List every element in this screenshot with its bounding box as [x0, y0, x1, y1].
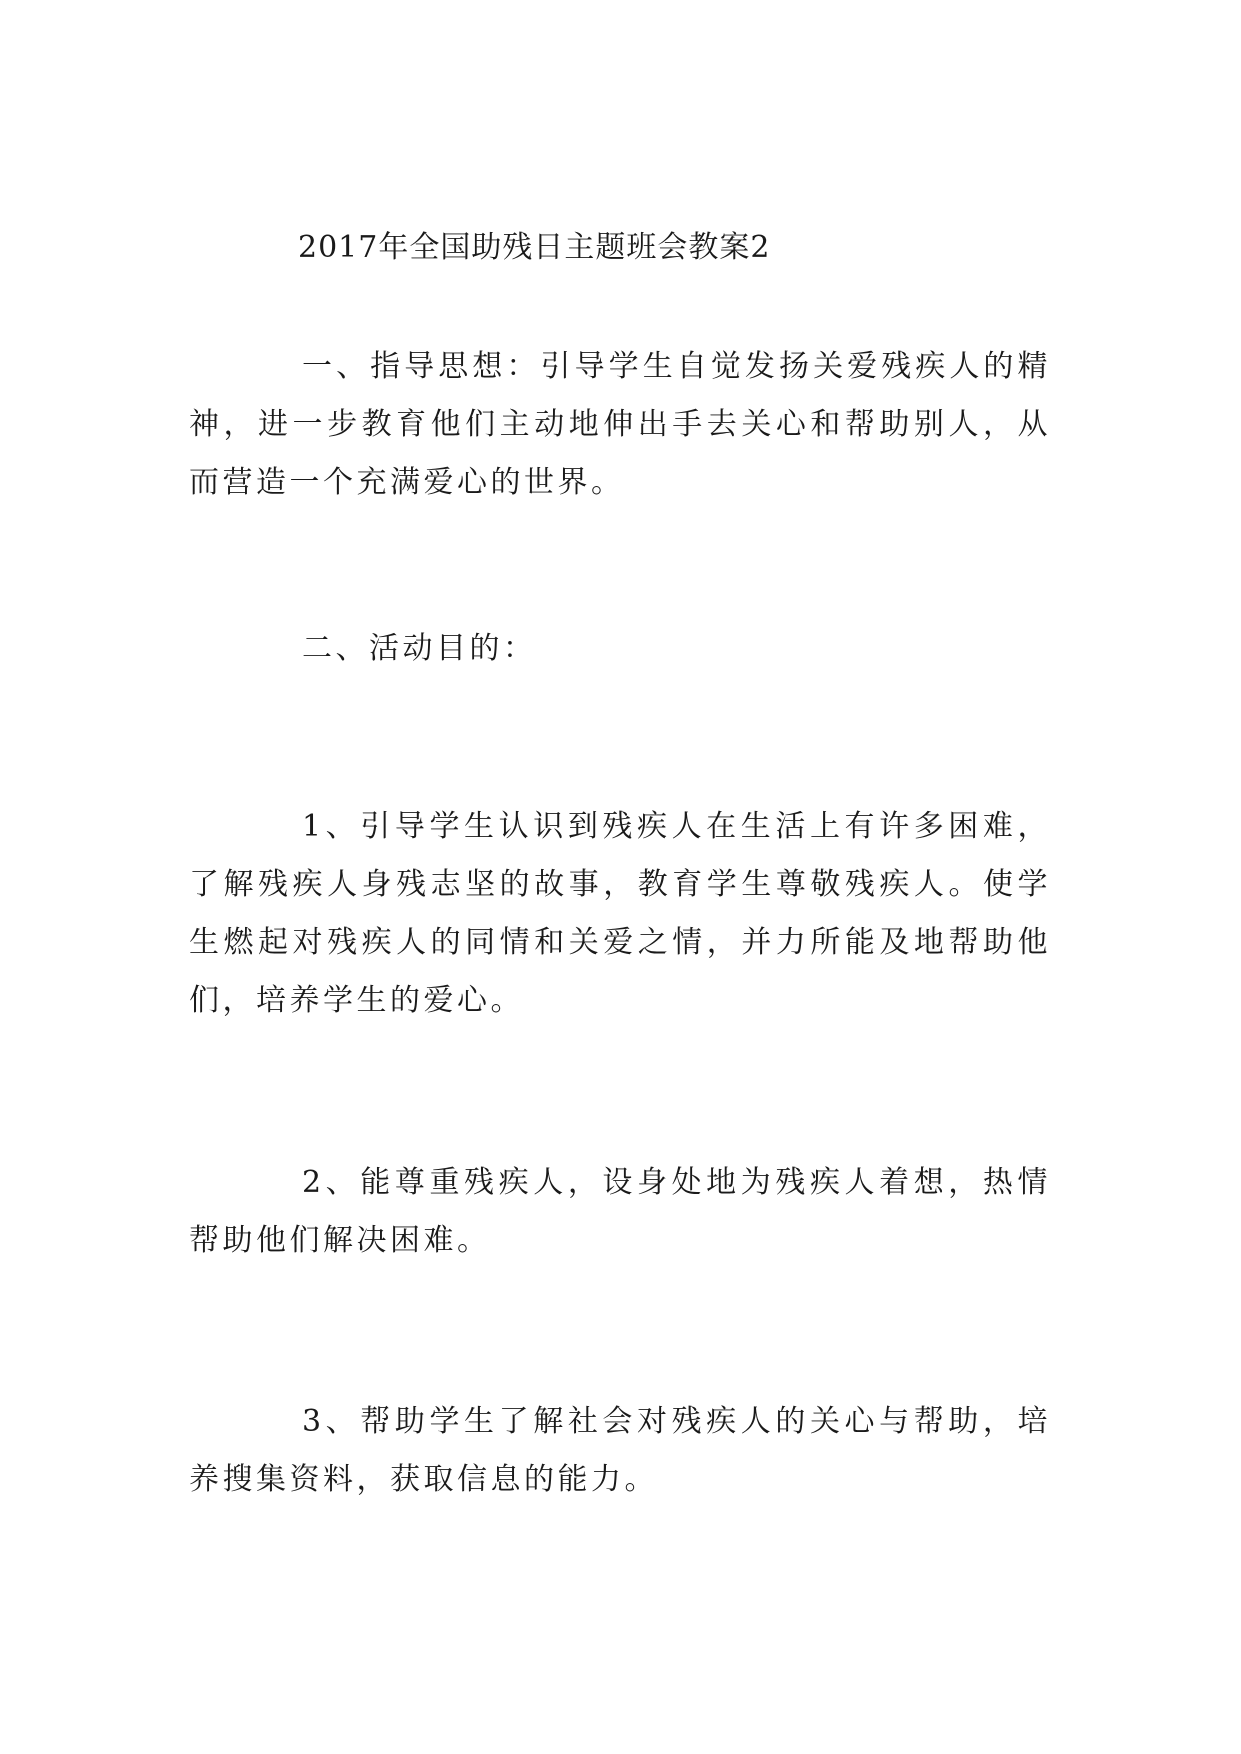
paragraph-purpose-1: 1、引导学生认识到残疾人在生活上有许多困难，了解残疾人身残志坚的故事，教育学生尊敬残疾人。使学生燃起对残疾人的同情和关爱之情，并力所能及地帮助他们，培养学生的爱心。 — [189, 809, 1051, 1018]
paragraph-purpose-2: 2、能尊重残疾人，设身处地为残疾人着想，热情帮助他们解决困难。 — [189, 1165, 1051, 1258]
paragraph-activity-purpose-heading: 二、活动目的： — [302, 631, 537, 666]
document-title: 2017年全国助残日主题班会教案2 — [298, 230, 771, 265]
paragraph-purpose-3: 3、帮助学生了解社会对残疾人的关心与帮助，培养搜集资料，获取信息的能力。 — [189, 1404, 1051, 1497]
paragraph-guiding-idea: 一、指导思想：引导学生自觉发扬关爱残疾人的精神，进一步教育他们主动地伸出手去关心和帮助别人，从而营造一个充满爱心的世界。 — [189, 349, 1051, 500]
